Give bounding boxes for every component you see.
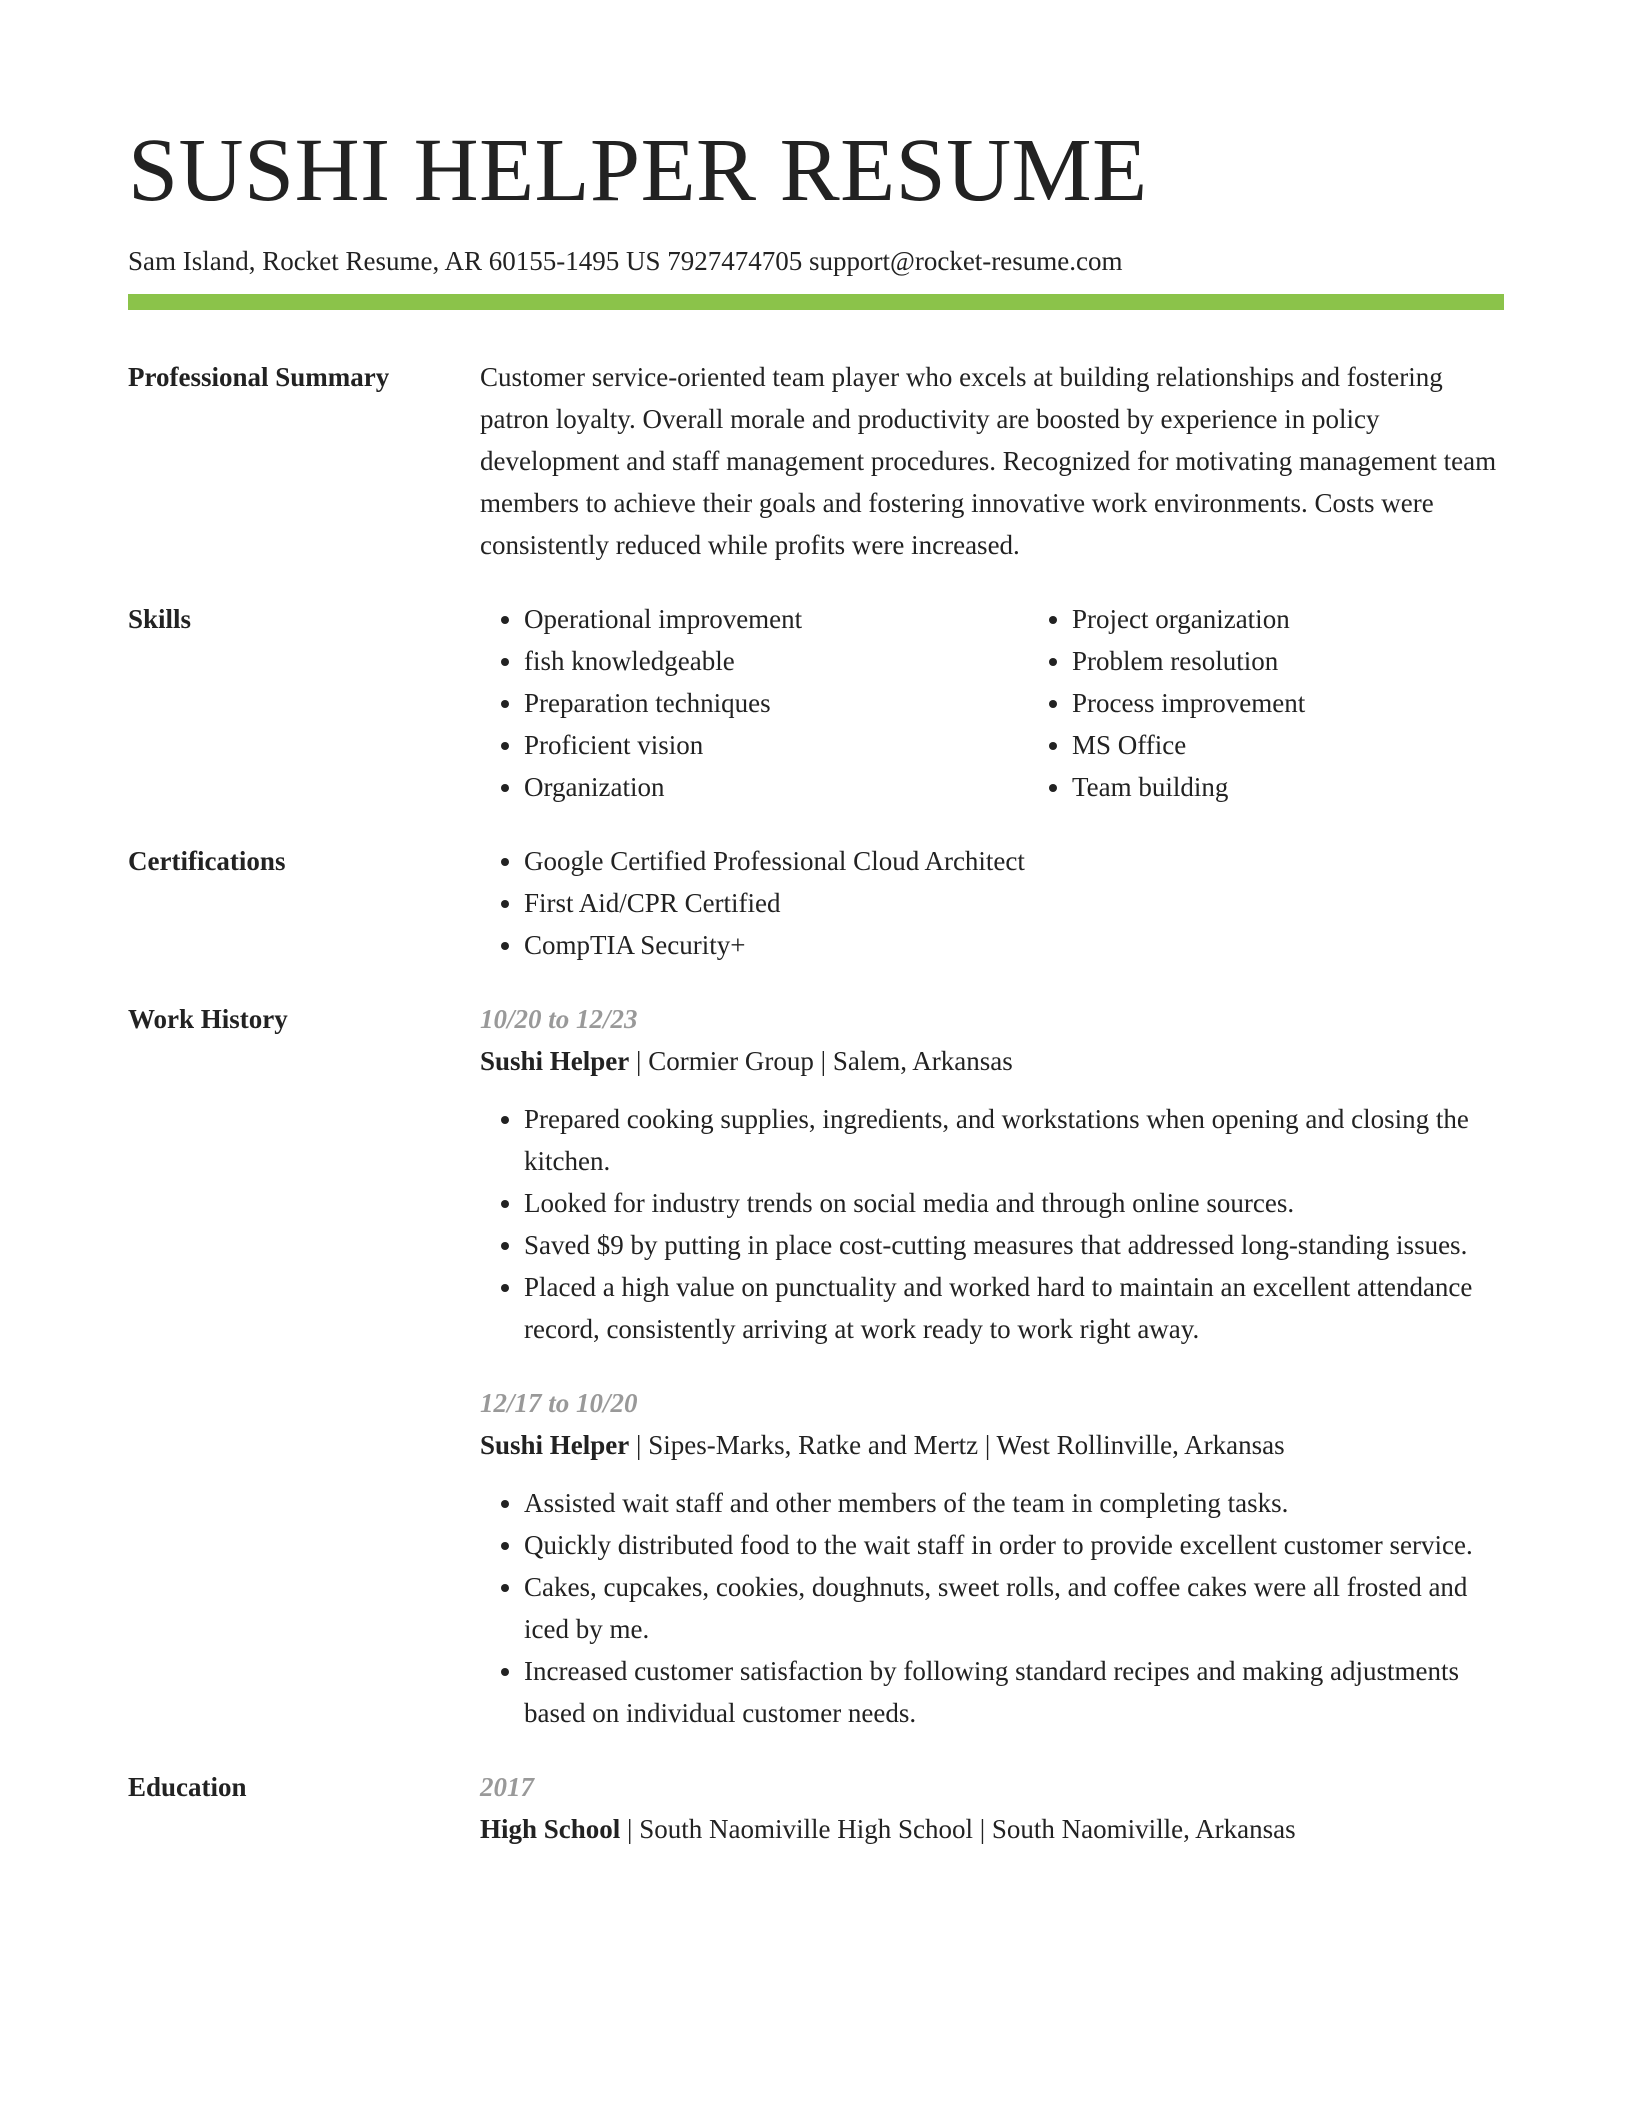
summary-heading: Professional Summary — [128, 362, 390, 392]
job-title: Sushi Helper — [480, 1430, 630, 1460]
certifications-heading: Certifications — [128, 846, 286, 876]
job-entry — [480, 1382, 1504, 1734]
job-company: | Cormier Group — [629, 1046, 814, 1076]
certifications-list — [480, 840, 1504, 966]
job-company: | Sipes-Marks, Ratke and Mertz — [629, 1430, 978, 1460]
job-entry — [480, 998, 1504, 1350]
job-bullet: • Prepared cooking supplies, ingredients, and workstations when opening and closing the kitchen. — [524, 1098, 1504, 1182]
summary-section — [128, 356, 1504, 566]
skills-heading: Skills — [128, 604, 192, 634]
skill-item: • Organization — [524, 766, 1028, 808]
skill-item: • fish knowledgeable — [524, 640, 1028, 682]
job-title: Sushi Helper — [480, 1046, 630, 1076]
education-location: | South Naomiville, Arkansas — [973, 1814, 1296, 1844]
skill-item: • Proficient vision — [524, 724, 1028, 766]
education-line — [480, 1808, 1504, 1850]
job-bullet: • Cakes, cupcakes, cookies, doughnuts, sweet rolls, and coffee cakes were all frosted and iced by me. — [524, 1566, 1504, 1650]
job-heading-line — [480, 1040, 1504, 1082]
skill-item: • Team building — [1072, 766, 1576, 808]
job-location: | West Rollinville, Arkansas — [978, 1430, 1284, 1460]
job-heading-line — [480, 1424, 1504, 1466]
job-bullets — [480, 1482, 1504, 1734]
skills-list-left — [480, 598, 1028, 808]
job-dates: 10/20 to 12/23 — [480, 1004, 638, 1034]
job-bullet: • Placed a high value on punctuality and worked hard to maintain an excellent attendance record, consistently arriving at work ready to work right away. — [524, 1266, 1504, 1350]
education-degree: High School — [480, 1814, 621, 1844]
work-history-section — [128, 998, 1504, 1734]
skill-item: • Project organization — [1072, 598, 1576, 640]
certifications-section — [128, 840, 1504, 966]
resume-title: SUSHI HELPER RESUME — [128, 121, 1148, 220]
work-history-heading: Work History — [128, 1004, 288, 1034]
job-location: | Salem, Arkansas — [814, 1046, 1013, 1076]
skill-item: • Process improvement — [1072, 682, 1576, 724]
job-bullet: • Looked for industry trends on social media and through online sources. — [524, 1182, 1504, 1224]
job-dates: 12/17 to 10/20 — [480, 1388, 638, 1418]
skill-item: • Preparation techniques — [524, 682, 1028, 724]
skill-item: • MS Office — [1072, 724, 1576, 766]
contact-phone: 7927474705 — [667, 246, 803, 276]
education-school: | South Naomiville High School — [620, 1814, 973, 1844]
contact-line — [128, 244, 1504, 278]
resume-page — [128, 0, 1504, 1850]
summary-text: Customer service-oriented team player who excels at building relationships and fostering patron loyalty. Overall morale and productivity are boosted by experience in policy development and staff management procedures. Recognized for motivating management team members to achieve their goals and fostering innovative work environments. Costs were consistently reduced while profits were increased. — [480, 362, 1497, 560]
skills-section — [128, 598, 1504, 808]
header-divider — [128, 294, 1504, 310]
job-bullet: • Quickly distributed food to the wait staff in order to provide excellent customer service. — [524, 1524, 1504, 1566]
certification-item: • CompTIA Security+ — [524, 924, 1504, 966]
skills-list-right — [1028, 598, 1576, 808]
education-heading: Education — [128, 1772, 247, 1802]
contact-address: Sam Island, Rocket Resume, AR 60155-1495 US — [128, 246, 661, 276]
certification-item: • First Aid/CPR Certified — [524, 882, 1504, 924]
job-bullets — [480, 1098, 1504, 1350]
skill-item: • Operational improvement — [524, 598, 1028, 640]
contact-email: support@rocket-resume.com — [808, 246, 1123, 276]
education-section — [128, 1766, 1504, 1850]
certification-item: • Google Certified Professional Cloud Architect — [524, 840, 1504, 882]
job-bullet: • Assisted wait staff and other members of the team in completing tasks. — [524, 1482, 1504, 1524]
job-bullet: • Increased customer satisfaction by following standard recipes and making adjustments based on individual customer needs. — [524, 1650, 1504, 1734]
job-bullet: • Saved $9 by putting in place cost-cutting measures that addressed long-standing issues. — [524, 1224, 1504, 1266]
education-year: 2017 — [480, 1772, 534, 1802]
skill-item: • Problem resolution — [1072, 640, 1576, 682]
